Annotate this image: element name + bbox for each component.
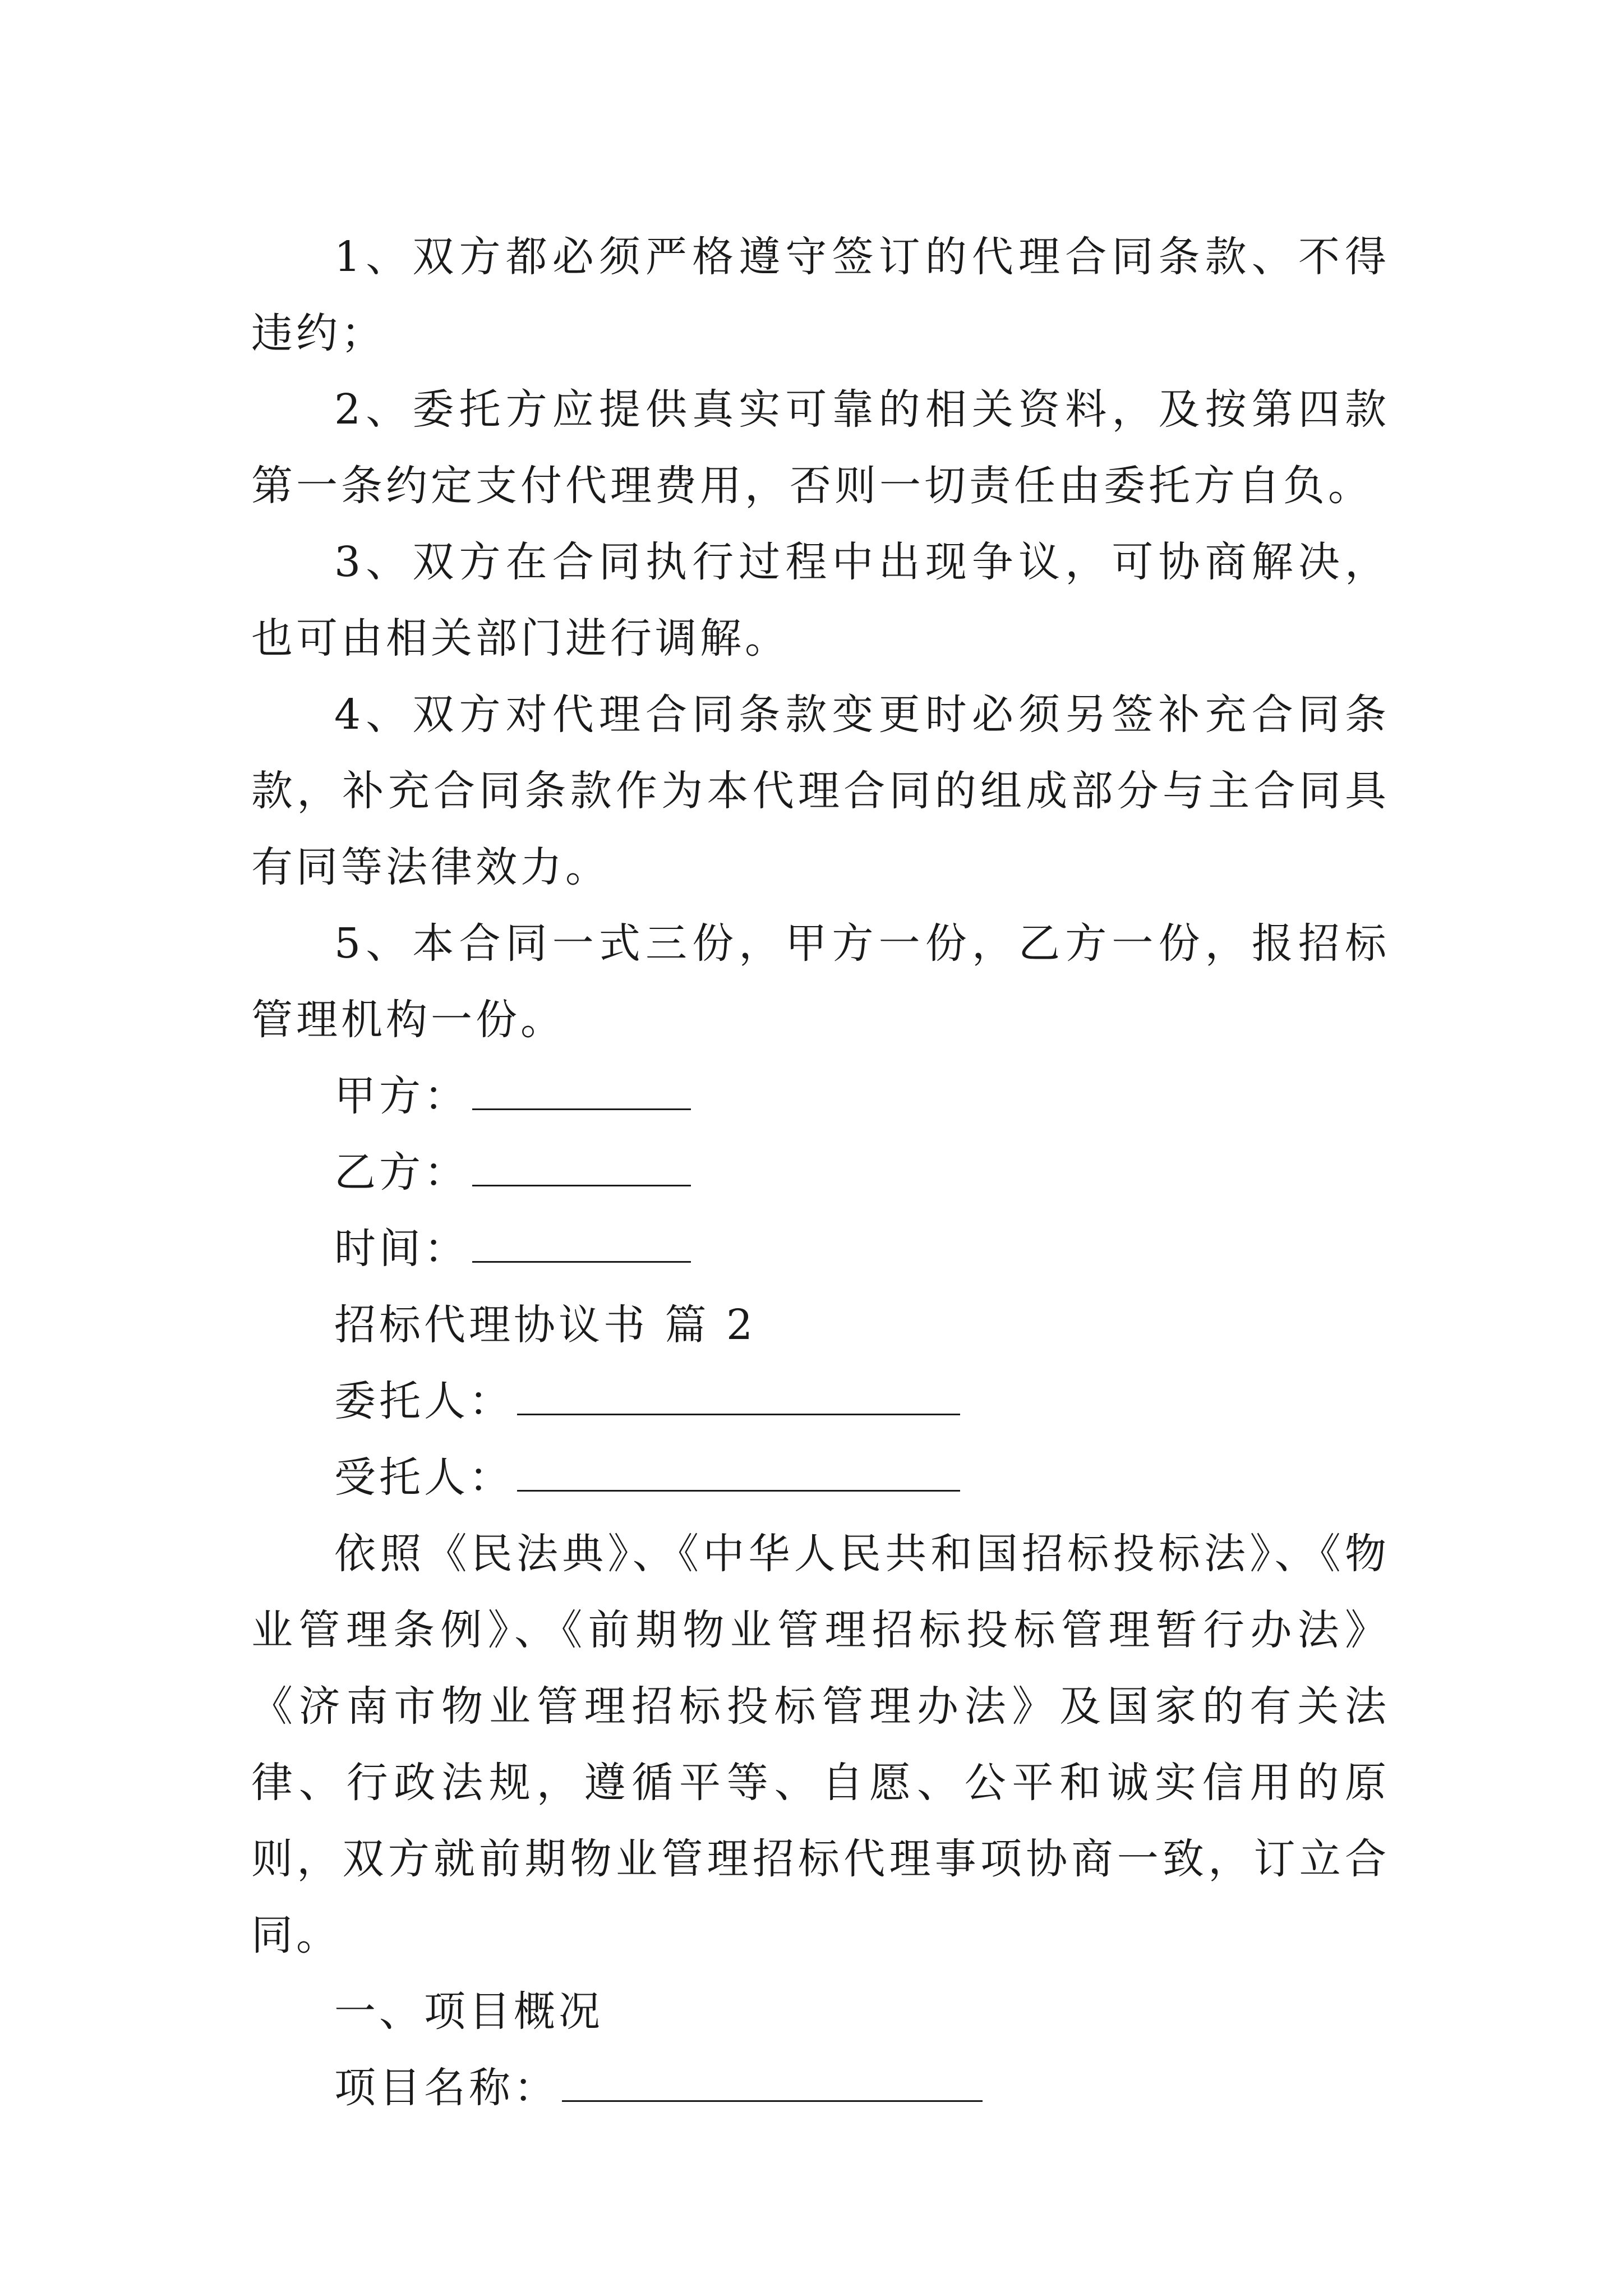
- party-a-label: 甲方：: [334, 1072, 469, 1120]
- preamble-paragraph: 依照《民法典》、《中华人民共和国招标投标法》、《物业管理条例》、《前期物业管理招标投标管理暂行办法》《济南市物业管理招标投标管理办法》及国家的有关法律、行政法规，遵循平等、自愿、公平和诚实信用的原则，双方就前期物业管理招标代理事项协商一致，订立合同。: [251, 1530, 1390, 1959]
- principal-row: [251, 1363, 1390, 1439]
- clause-5: 5、本合同一式三份，甲方一份，乙方一份，报招标管理机构一份。: [251, 919, 1390, 1044]
- agent-row: [251, 1439, 1390, 1516]
- principal-label: 委托人：: [334, 1377, 514, 1425]
- time-signature-row: [251, 1211, 1390, 1287]
- party-b-blank: [472, 1147, 691, 1186]
- project-overview-heading: 一、项目概况: [334, 1987, 603, 2036]
- time-blank: [472, 1223, 691, 1263]
- clause-1: 1、双方都必须严格遵守签订的代理合同条款、不得违约；: [251, 233, 1390, 357]
- clause-3: 3、双方在合同执行过程中出现争议，可协商解决，也可由相关部门进行调解。: [251, 538, 1390, 662]
- clause-4: 4、双方对代理合同条款变更时必须另签补充合同条款，补充合同条款作为本代理合同的组成部分与主合同具有同等法律效力。: [251, 691, 1390, 891]
- party-b-label: 乙方：: [334, 1148, 469, 1197]
- agent-blank: [517, 1452, 960, 1492]
- project-name-blank: [562, 2063, 983, 2102]
- party-b-signature-row: [251, 1134, 1390, 1211]
- party-a-signature-row: [251, 1058, 1390, 1134]
- project-name-row: [251, 2050, 1390, 2126]
- project-name-label: 项目名称：: [334, 2064, 559, 2112]
- principal-blank: [517, 1376, 960, 1415]
- document-body: [251, 219, 1390, 2126]
- section-2-title: 招标代理协议书 篇 2: [334, 1301, 757, 1349]
- party-a-blank: [472, 1071, 691, 1110]
- agent-label: 受托人：: [334, 1453, 514, 1502]
- clause-2: 2、委托方应提供真实可靠的相关资料，及按第四款第一条约定支付代理费用，否则一切责任由委托方自负。: [251, 385, 1390, 510]
- time-label: 时间：: [334, 1225, 469, 1273]
